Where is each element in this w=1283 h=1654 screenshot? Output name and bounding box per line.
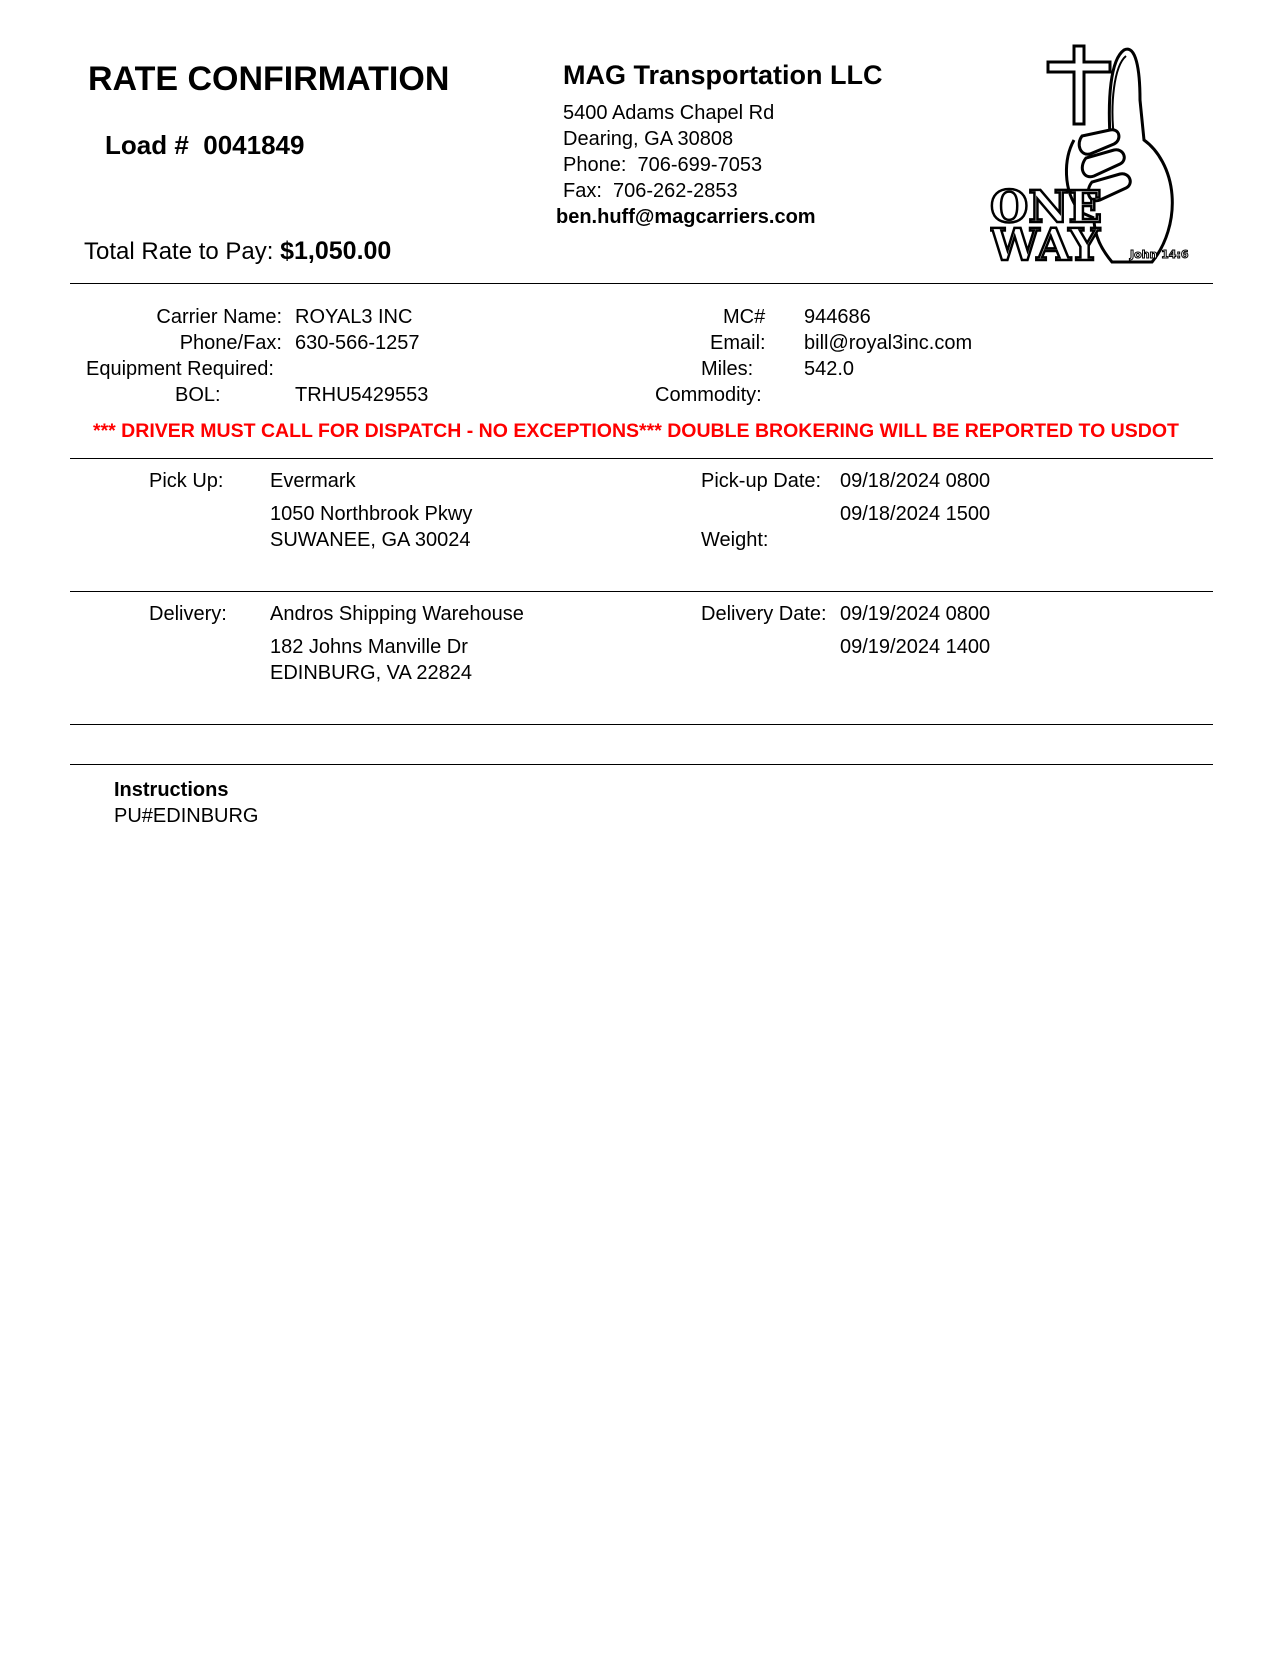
- carrier-phone: 630-566-1257: [295, 332, 420, 354]
- divider-delivery: [70, 724, 1213, 725]
- load-number-row: [105, 130, 304, 161]
- carrier-email-label: Email:: [710, 332, 766, 354]
- bol-value: TRHU5429553: [295, 384, 429, 406]
- dispatch-warning: *** DRIVER MUST CALL FOR DISPATCH - NO EXCEPTIONS*** DOUBLE BROKERING WILL BE REPORTED TO USDOT: [93, 420, 1179, 442]
- pickup-date-start: 09/18/2024 0800: [840, 470, 991, 492]
- commodity-label: Commodity:: [655, 384, 762, 406]
- delivery-address-line2: EDINBURG, VA 22824: [270, 662, 472, 684]
- pickup-name: Evermark: [270, 470, 356, 492]
- divider-carrier: [70, 458, 1213, 459]
- pickup-date-label: Pick-up Date:: [701, 470, 822, 492]
- total-rate-row: [84, 237, 391, 266]
- miles-value: 542.0: [804, 358, 855, 380]
- carrier-name-label: Carrier Name:: [156, 306, 282, 328]
- logo-text-way: WAY: [990, 220, 1100, 271]
- load-number: 0041849: [203, 130, 305, 160]
- delivery-label: Delivery:: [149, 603, 227, 625]
- delivery-date-start: 09/19/2024 0800: [840, 603, 991, 625]
- carrier-email: bill@royal3inc.com: [804, 332, 973, 354]
- one-way-hand-cross-logo: [990, 40, 1210, 280]
- total-rate-value: $1,050.00: [280, 237, 392, 265]
- page-title: RATE CONFIRMATION: [88, 60, 450, 98]
- weight-label: Weight:: [701, 529, 769, 551]
- instructions-heading: Instructions: [114, 779, 229, 801]
- company-phone: 706-699-7053: [637, 154, 763, 176]
- company-email: ben.huff@magcarriers.com: [556, 206, 816, 228]
- logo-text-one: ONE: [990, 182, 1103, 233]
- delivery-name: Andros Shipping Warehouse: [270, 603, 524, 625]
- bol-label: BOL:: [175, 384, 221, 406]
- total-rate-label: Total Rate to Pay:: [84, 238, 274, 265]
- delivery-date-label: Delivery Date:: [701, 603, 827, 625]
- delivery-date-end: 09/19/2024 1400: [840, 636, 991, 658]
- mc-value: 944686: [804, 306, 871, 328]
- carrier-name: ROYAL3 INC: [295, 306, 413, 328]
- company-fax: 706-262-2853: [613, 180, 738, 202]
- company-phone-row: [563, 154, 762, 177]
- company-address-line1: 5400 Adams Chapel Rd: [563, 102, 775, 124]
- instructions-text: PU#EDINBURG: [114, 805, 259, 827]
- equipment-label: Equipment Required:: [86, 358, 274, 380]
- carrier-phone-label: Phone/Fax:: [179, 332, 282, 354]
- logo-text-verse: John 14:6: [1130, 248, 1189, 261]
- company-fax-label: Fax:: [563, 180, 602, 202]
- load-label: Load #: [105, 130, 189, 160]
- delivery-address-line1: 182 Johns Manville Dr: [270, 636, 468, 658]
- miles-label: Miles:: [701, 358, 754, 380]
- divider-header: [70, 283, 1213, 284]
- company-phone-label: Phone:: [563, 154, 627, 176]
- company-address-line2: Dearing, GA 30808: [563, 128, 734, 150]
- mc-label: MC#: [723, 306, 766, 328]
- pickup-date-end: 09/18/2024 1500: [840, 503, 991, 525]
- logo-graphic: [990, 40, 1210, 280]
- divider-instructions: [70, 764, 1213, 765]
- divider-pickup: [70, 591, 1213, 592]
- company-fax-row: [563, 180, 738, 203]
- company-name: MAG Transportation LLC: [563, 60, 883, 90]
- pickup-label: Pick Up:: [149, 470, 224, 492]
- pickup-address-line1: 1050 Northbrook Pkwy: [270, 503, 473, 525]
- pickup-address-line2: SUWANEE, GA 30024: [270, 529, 471, 551]
